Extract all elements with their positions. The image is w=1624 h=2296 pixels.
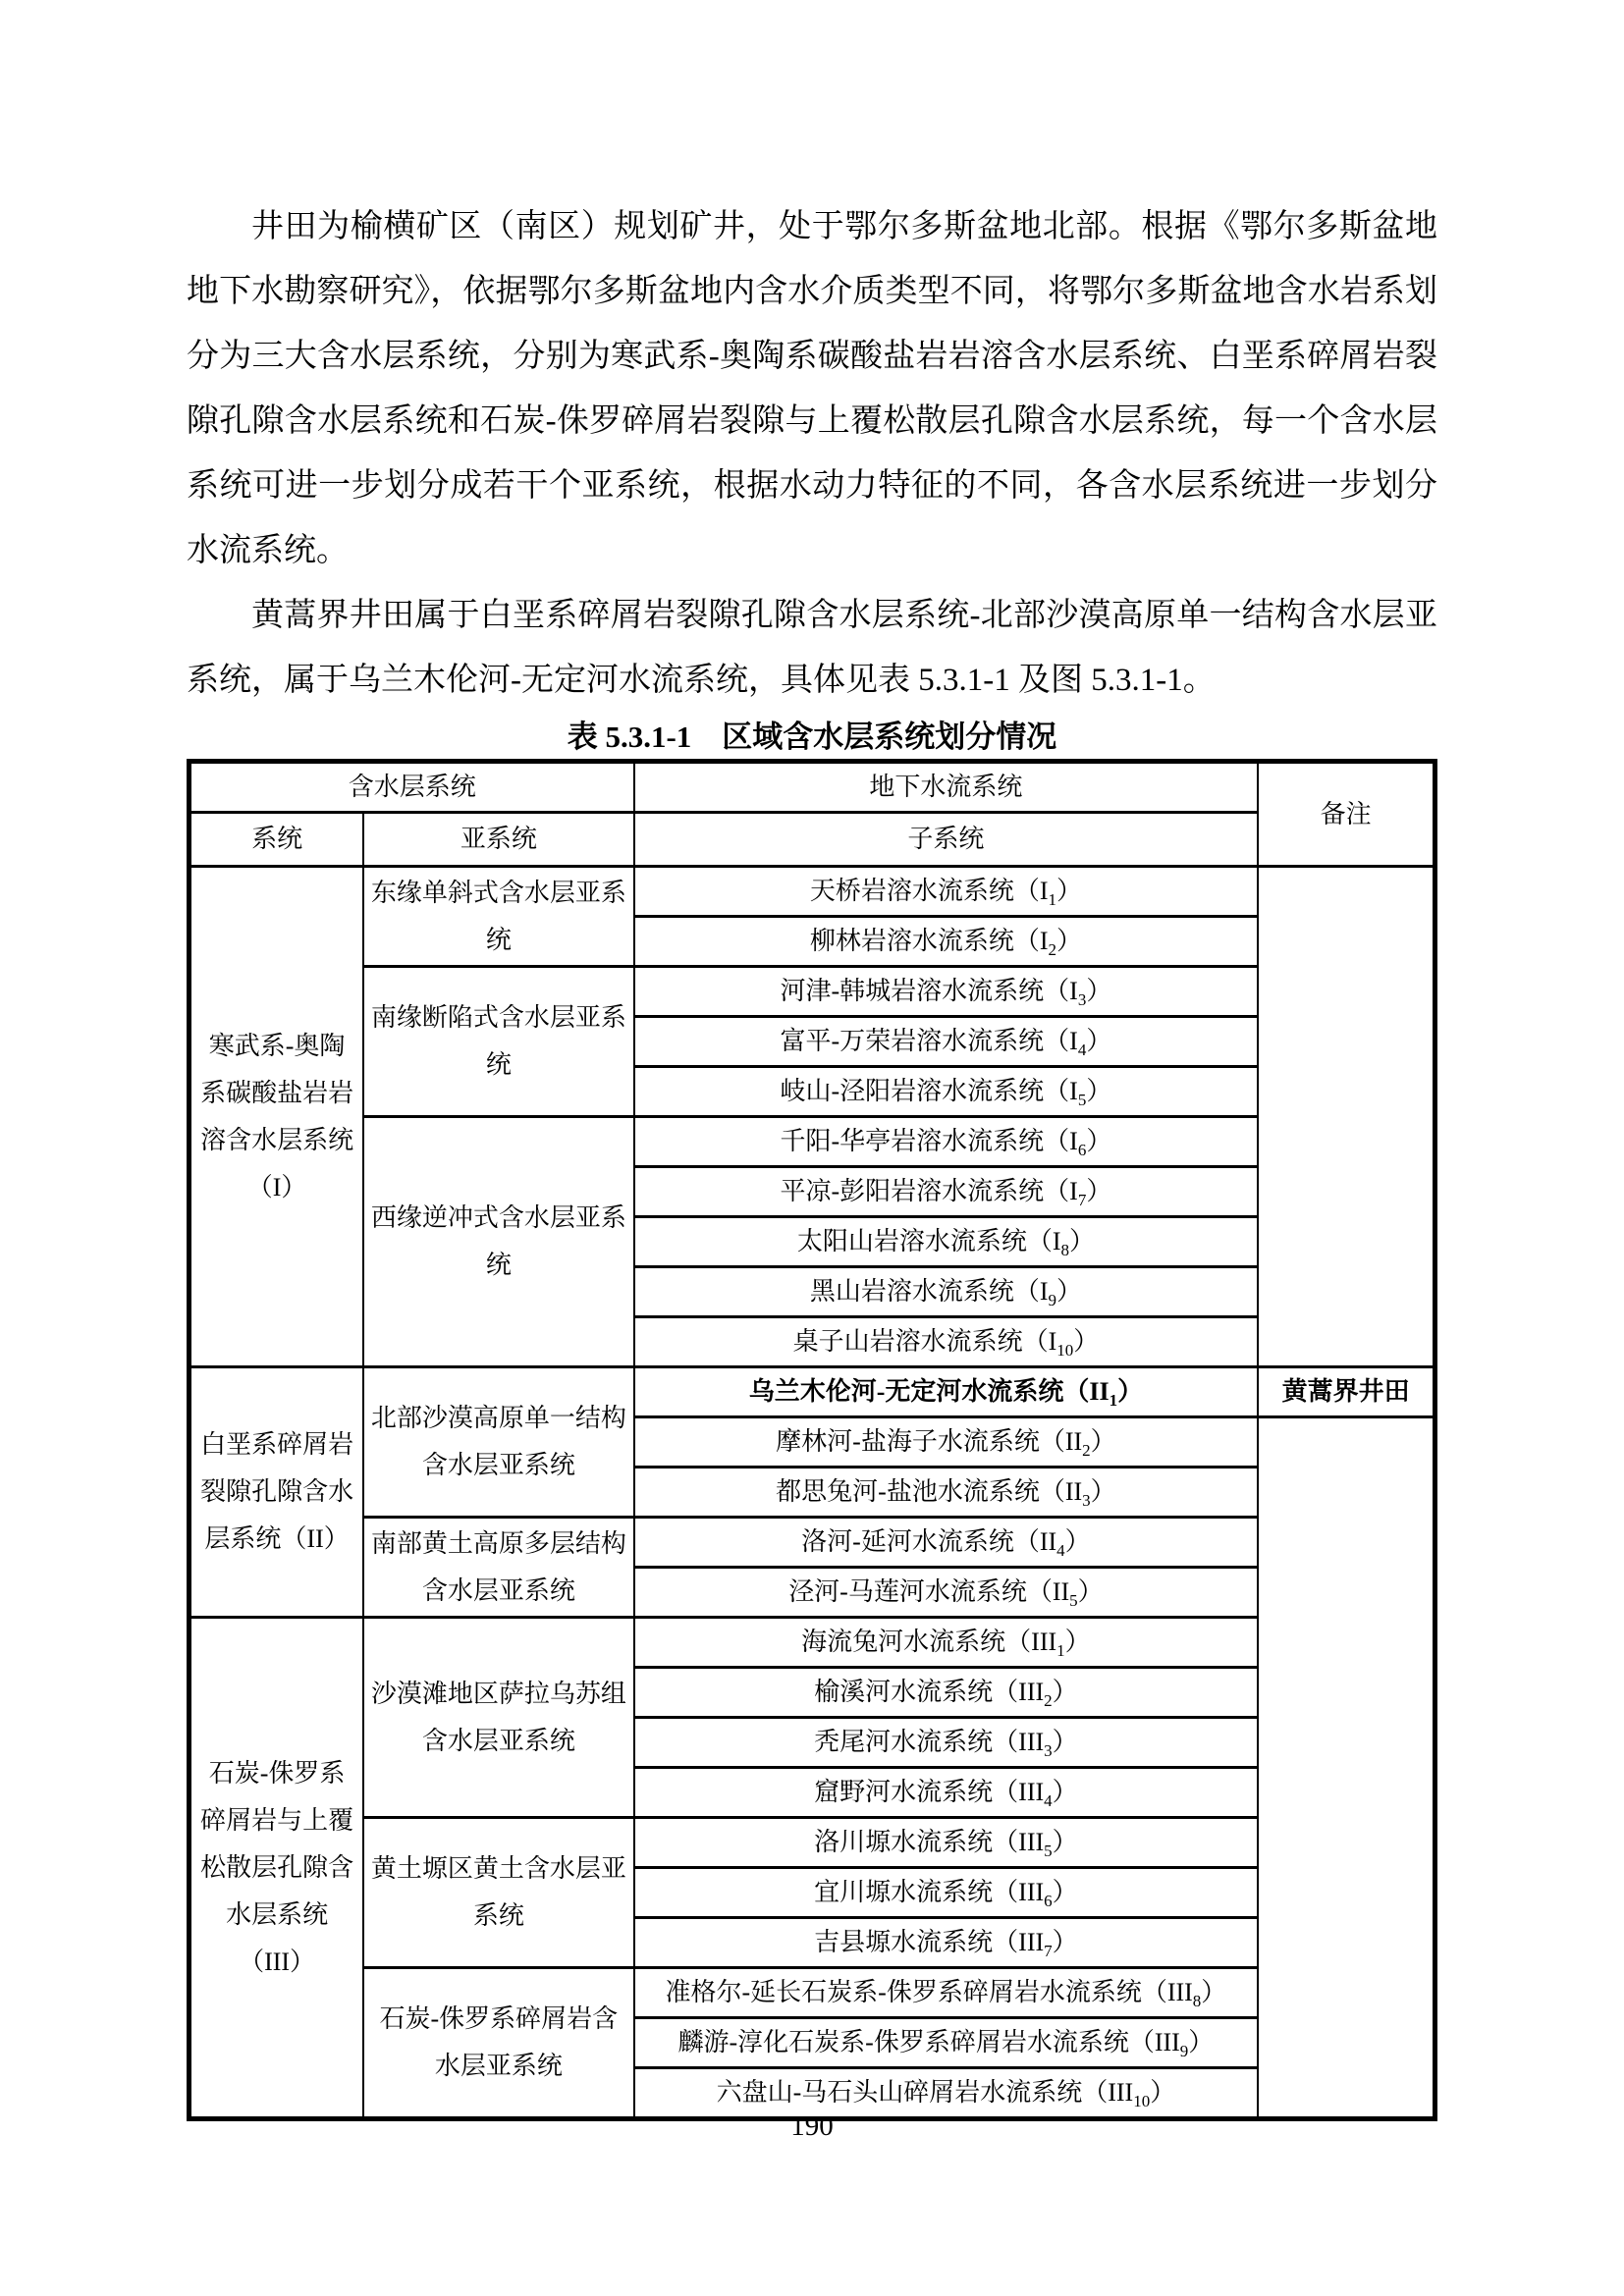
flow-cell: 桌子山岩溶水流系统$(I_{10})$ xyxy=(634,1317,1259,1367)
table-row xyxy=(189,967,1435,1017)
subsystem-cell: 黄土塬区黄土含水层亚系统 xyxy=(363,1818,633,1968)
subsystem-cell: 西缘逆冲式含水层亚系统 xyxy=(363,1117,633,1367)
header-system: 系统 xyxy=(189,813,364,867)
header-groundwater-flow-system: 地下水流系统 xyxy=(634,762,1259,813)
remark-cell xyxy=(1258,867,1435,1367)
flow-cell: 洛川塬水流系统$(III_5)$ xyxy=(634,1818,1259,1868)
table-row xyxy=(189,1367,1435,1417)
flow-cell: 岐山-泾阳岩溶水流系统$(I_5)$ xyxy=(634,1067,1259,1117)
flow-cell: 太阳山岩溶水流系统$(I_8)$ xyxy=(634,1217,1259,1267)
flow-cell: 吉县塬水流系统$(III_7)$ xyxy=(634,1918,1259,1968)
subsystem-cell: 东缘单斜式含水层亚系统 xyxy=(363,867,633,967)
flow-cell: 榆溪河水流系统$(III_2)$ xyxy=(634,1668,1259,1718)
flow-cell: 窟野河水流系统$(III_4)$ xyxy=(634,1768,1259,1818)
header-child-system: 子系统 xyxy=(634,813,1259,867)
flow-cell: 麟游-淳化石炭系-侏罗系碎屑岩水流系统$(III_9)$ xyxy=(634,2018,1259,2068)
flow-cell: 富平-万荣岩溶水流系统$(I_4)$ xyxy=(634,1017,1259,1067)
flow-cell: 洛河-延河水流系统$(II_4)$ xyxy=(634,1518,1259,1568)
remark-cell: 黄蒿界井田 xyxy=(1258,1367,1435,1417)
system-cell: 石炭-侏罗系碎屑岩与上覆松散层孔隙含水层系统（III） xyxy=(189,1618,364,2119)
flow-cell: 泾河-马莲河水流系统$(II_5)$ xyxy=(634,1568,1259,1618)
flow-cell: 海流兔河水流系统$(III_1)$ xyxy=(634,1618,1259,1668)
flow-cell: 天桥岩溶水流系统$(I_1)$ xyxy=(634,867,1259,917)
paragraph-1: 井田为榆横矿区（南区）规划矿井，处于鄂尔多斯盆地北部。根据《鄂尔多斯盆地地下水勘察研究》，依据鄂尔多斯盆地内含水介质类型不同，将鄂尔多斯盆地含水岩系划分为三大含水层系统，分别为寒武系-奥陶系碳酸盐岩岩溶含水层系统、白垩系碎屑岩裂隙孔隙含水层系统和石炭-侏罗碎屑岩裂隙与上覆松散层孔隙含水层系统，每一个含水层系统可进一步划分成若干个亚系统，根据水动力特征的不同，各含水层系统进一步划分水流系统。 xyxy=(187,209,1437,568)
table-row xyxy=(189,1818,1435,1868)
table-body xyxy=(189,867,1435,2119)
header-remark: 备注 xyxy=(1258,762,1435,867)
flow-cell: 秃尾河水流系统$(III_3)$ xyxy=(634,1718,1259,1768)
flow-cell: 宜川塬水流系统$(III_6)$ xyxy=(634,1868,1259,1918)
subsystem-cell: 南缘断陷式含水层亚系统 xyxy=(363,967,633,1117)
table-row xyxy=(189,1968,1435,2018)
aquifer-table xyxy=(187,759,1437,2121)
flow-cell: 摩林河-盐海子水流系统$(II_2)$ xyxy=(634,1417,1259,1468)
system-cell: 寒武系-奥陶系碳酸盐岩岩溶含水层系统（I） xyxy=(189,867,364,1367)
subsystem-cell: 北部沙漠高原单一结构含水层亚系统 xyxy=(363,1367,633,1518)
flow-cell: 乌兰木伦河-无定河水流系统$(II_1)$ xyxy=(634,1367,1259,1417)
flow-cell: 千阳-华亭岩溶水流系统$(I_6)$ xyxy=(634,1117,1259,1167)
flow-cell: 柳林岩溶水流系统$(I_2)$ xyxy=(634,917,1259,967)
subsystem-cell: 南部黄土高原多层结构含水层亚系统 xyxy=(363,1518,633,1618)
subsystem-cell: 石炭-侏罗系碎屑岩含水层亚系统 xyxy=(363,1968,633,2119)
subsystem-cell: 沙漠滩地区萨拉乌苏组含水层亚系统 xyxy=(363,1618,633,1818)
flow-cell: 准格尔-延长石炭系-侏罗系碎屑岩水流系统$(III_8)$ xyxy=(634,1968,1259,2018)
table-header xyxy=(189,762,1435,867)
flow-cell: 都思兔河-盐池水流系统$(II_3)$ xyxy=(634,1468,1259,1518)
flow-cell: 河津-韩城岩溶水流系统$(I_3)$ xyxy=(634,967,1259,1017)
table-row xyxy=(189,867,1435,917)
table-header-row-1 xyxy=(189,762,1435,813)
table-row xyxy=(189,1117,1435,1167)
table-row xyxy=(189,1518,1435,1568)
table-header-row-2 xyxy=(189,813,1435,867)
header-aquifer-system: 含水层系统 xyxy=(189,762,634,813)
system-cell: 白垩系碎屑岩裂隙孔隙含水层系统（II） xyxy=(189,1367,364,1618)
flow-cell: 六盘山-马石头山碎屑岩水流系统$(III_{10})$ xyxy=(634,2068,1259,2119)
table-title: 表 5.3.1-1 区域含水层系统划分情况 xyxy=(567,720,1057,754)
page-number: 190 xyxy=(790,2110,834,2142)
remark-cell xyxy=(1258,1417,1435,2119)
table-row xyxy=(189,1618,1435,1668)
paragraph-2: 黄蒿界井田属于白垩系碎屑岩裂隙孔隙含水层系统-北部沙漠高原单一结构含水层亚系统，属于乌兰木伦河-无定河水流系统，具体见表 5.3.1-1 及图 5.3.1-1。 xyxy=(187,598,1437,698)
flow-cell: 黑山岩溶水流系统$(I_9)$ xyxy=(634,1267,1259,1317)
flow-cell: 平凉-彭阳岩溶水流系统$(I_7)$ xyxy=(634,1167,1259,1217)
header-subsystem: 亚系统 xyxy=(363,813,633,867)
